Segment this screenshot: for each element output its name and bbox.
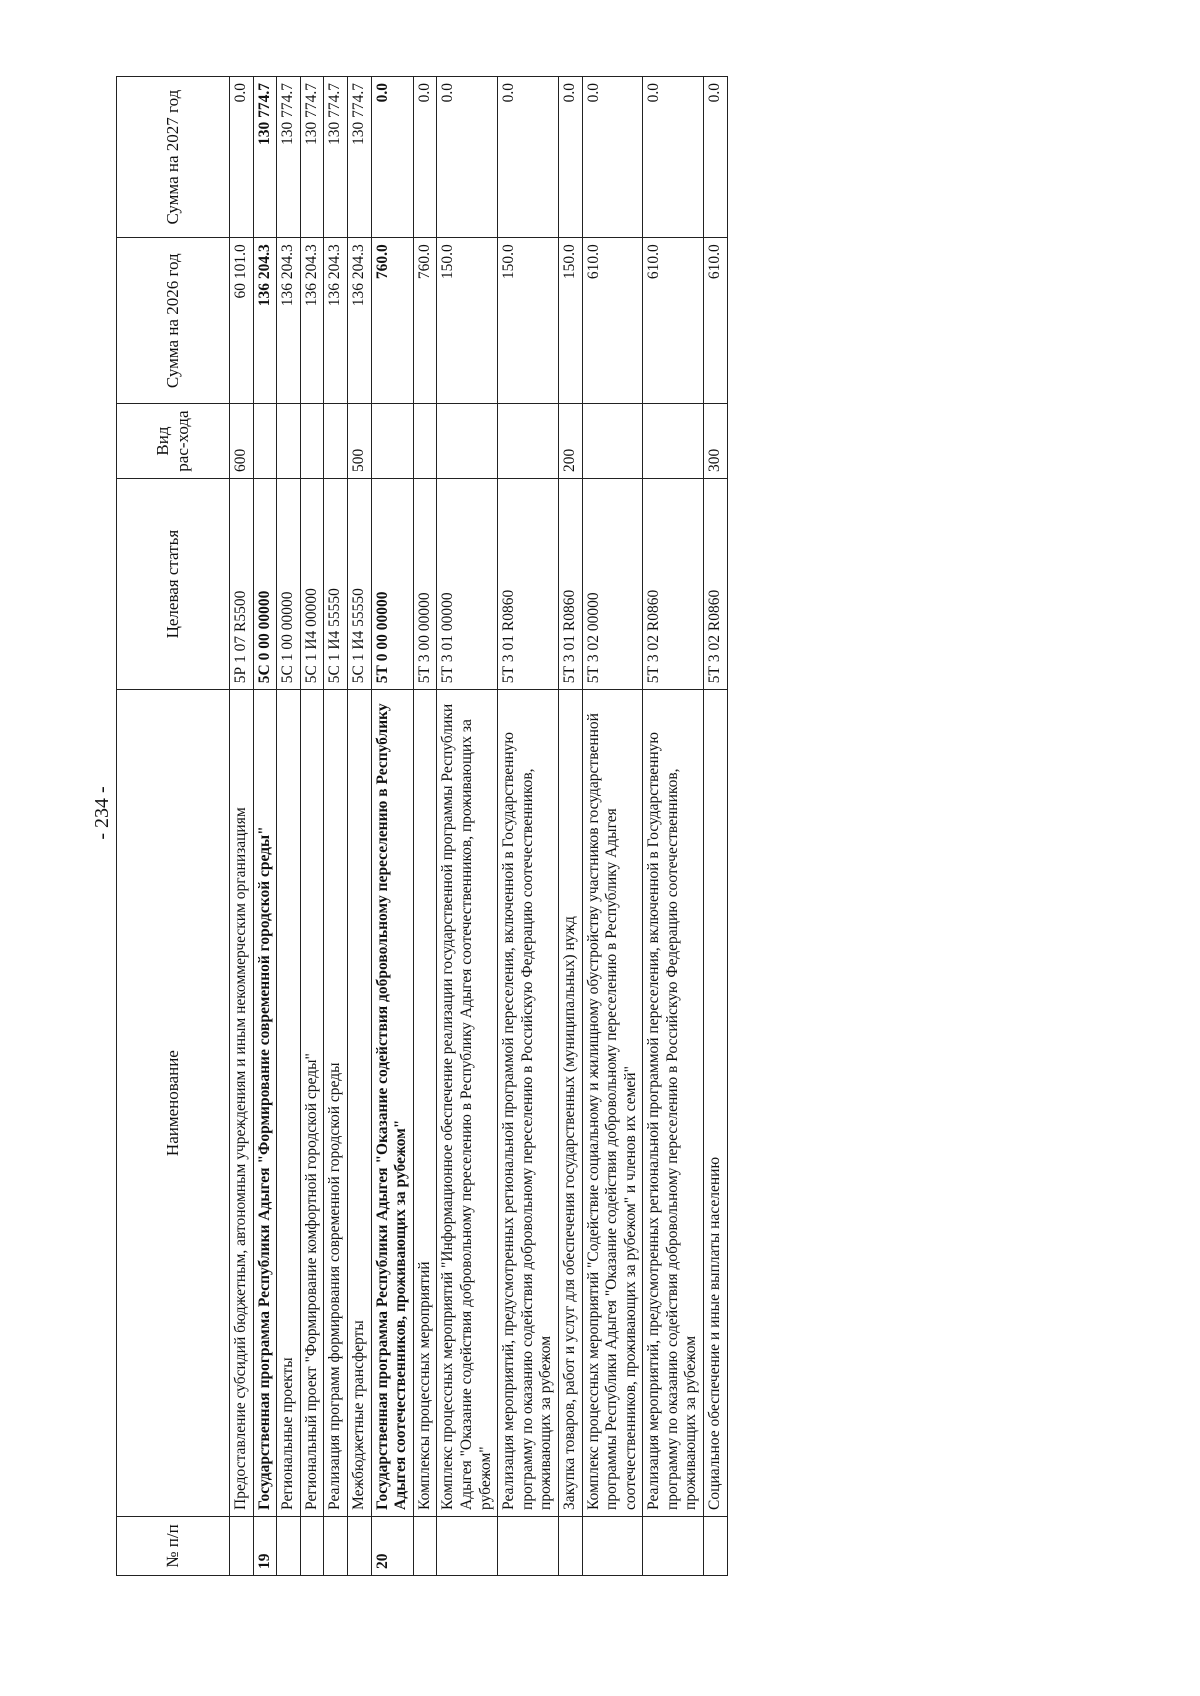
row-target-code: 5Т 3 02 00000 [582,479,643,690]
row-sum-2027: 0.0 [498,77,559,238]
row-expense-type [277,404,301,479]
row-sum-2026: 610.0 [643,238,704,404]
table-row [643,77,704,1576]
row-target-code: 5С 0 00 00000 [253,479,277,690]
row-target-code: 5С 1 00 00000 [277,479,301,690]
row-sum-2026: 136 204.3 [253,238,277,404]
rotated-table-container [116,76,1071,1576]
row-number [413,1516,437,1575]
row-name: Региональный проект "Формирование комфортной городской среды" [300,690,324,1517]
row-target-code: 5Т 3 01 R0860 [558,479,582,690]
table-row [582,77,643,1576]
row-number [300,1516,324,1575]
row-expense-type: 500 [347,404,371,479]
row-expense-type [253,404,277,479]
row-target-code: 5Т 3 00 00000 [413,479,437,690]
row-sum-2026: 150.0 [558,238,582,404]
row-sum-2027: 130 774.7 [347,77,371,238]
row-number [347,1516,371,1575]
row-number [324,1516,348,1575]
row-expense-type [371,404,413,479]
row-sum-2026: 150.0 [498,238,559,404]
header-num: № п/п [117,1516,230,1575]
row-target-code: 5С 1 И4 00000 [300,479,324,690]
row-expense-type: 300 [704,404,728,479]
row-sum-2027: 0.0 [413,77,437,238]
budget-table [116,76,728,1576]
row-sum-2027: 130 774.7 [277,77,301,238]
row-number [558,1516,582,1575]
header-code: Целевая статья [117,479,230,690]
row-number: 20 [371,1516,413,1575]
row-sum-2027: 130 774.7 [253,77,277,238]
header-name: Наименование [117,690,230,1517]
table-row [704,77,728,1576]
table-row [277,77,301,1576]
row-sum-2026: 136 204.3 [347,238,371,404]
table-row [413,77,437,1576]
table-row [324,77,348,1576]
row-expense-type [582,404,643,479]
page-number: - 234 - [91,786,113,840]
row-name: Комплекс процессных мероприятий "Информационное обеспечение реализации государственной программы Республики Адыгея "Оказание содействия добровольному переселению в Республику Адыгея соотечественников, проживающих за рубежом" [437,690,498,1517]
row-name: Закупка товаров, работ и услуг для обеспечения государственных (муниципальных) нужд [558,690,582,1517]
row-name: Государственная программа Республики Адыгея "Формирование современной городской среды" [253,690,277,1517]
row-name: Региональные проекты [277,690,301,1517]
row-target-code: 5Т 0 00 00000 [371,479,413,690]
row-number [704,1516,728,1575]
row-expense-type [643,404,704,479]
row-number [437,1516,498,1575]
row-name: Социальное обеспечение и иные выплаты населению [704,690,728,1517]
row-expense-type: 600 [230,404,254,479]
table-row [558,77,582,1576]
row-sum-2026: 60 101.0 [230,238,254,404]
row-sum-2027: 0.0 [582,77,643,238]
row-target-code: 5Т 3 01 R0860 [498,479,559,690]
row-number [230,1516,254,1575]
row-expense-type [324,404,348,479]
header-sum-2026: Сумма на 2026 год [117,238,230,404]
row-name: Предоставление субсидий бюджетным, автономным учреждениям и иным некоммерческим организациям [230,690,254,1517]
row-expense-type [498,404,559,479]
row-expense-type [413,404,437,479]
row-name: Государственная программа Республики Адыгея "Оказание содействия добровольному переселению в Республику Адыгея соотечественников, проживающих за рубежом" [371,690,413,1517]
row-sum-2027: 130 774.7 [324,77,348,238]
row-sum-2026: 760.0 [371,238,413,404]
table-header-row [117,77,230,1576]
table-row [300,77,324,1576]
row-name: Реализация программ формирования современной городской среды [324,690,348,1517]
row-sum-2026: 760.0 [413,238,437,404]
row-name: Реализация мероприятий, предусмотренных региональной программой переселения, включенной в Государственную программу по оказанию содействия добровольному переселению в Российскую Федерацию соотечественников, проживающих за рубежом [643,690,704,1517]
table-row [347,77,371,1576]
row-target-code: 5Т 3 02 R0860 [704,479,728,690]
row-number [277,1516,301,1575]
row-sum-2027: 0.0 [371,77,413,238]
row-sum-2026: 136 204.3 [300,238,324,404]
row-sum-2027: 130 774.7 [300,77,324,238]
row-sum-2026: 150.0 [437,238,498,404]
row-sum-2026: 136 204.3 [324,238,348,404]
header-sum-2027: Сумма на 2027 год [117,77,230,238]
row-expense-type: 200 [558,404,582,479]
row-sum-2027: 0.0 [437,77,498,238]
table-row [498,77,559,1576]
header-type: Вид рас-хода [117,404,230,479]
row-target-code: 5С 1 И4 55550 [324,479,348,690]
row-name: Межбюджетные трансферты [347,690,371,1517]
row-target-code: 5Р 1 07 R5500 [230,479,254,690]
row-expense-type [437,404,498,479]
row-target-code: 5С 1 И4 55550 [347,479,371,690]
row-sum-2026: 610.0 [704,238,728,404]
row-sum-2027: 0.0 [230,77,254,238]
row-name: Реализация мероприятий, предусмотренных региональной программой переселения, включенной в Государственную программу по оказанию содействия добровольному переселению в Российскую Федерацию соотечественников, проживающих за рубежом [498,690,559,1517]
row-target-code: 5Т 3 01 00000 [437,479,498,690]
row-sum-2026: 610.0 [582,238,643,404]
row-name: Комплекс процессных мероприятий "Содействие социальному и жилищному обустройству участников государственной программы Республики Адыгея "Оказание содействия добровольному переселению в Республику Адыгея соотечественников, проживающих за рубежом" и членов их семей" [582,690,643,1517]
row-number [582,1516,643,1575]
row-number [643,1516,704,1575]
table-row [437,77,498,1576]
row-number [498,1516,559,1575]
row-sum-2026: 136 204.3 [277,238,301,404]
row-target-code: 5Т 3 02 R0860 [643,479,704,690]
row-sum-2027: 0.0 [704,77,728,238]
table-row [253,77,277,1576]
row-sum-2027: 0.0 [643,77,704,238]
row-expense-type [300,404,324,479]
row-number: 19 [253,1516,277,1575]
table-row [230,77,254,1576]
row-name: Комплексы процессных мероприятий [413,690,437,1517]
table-row [371,77,413,1576]
row-sum-2027: 0.0 [558,77,582,238]
